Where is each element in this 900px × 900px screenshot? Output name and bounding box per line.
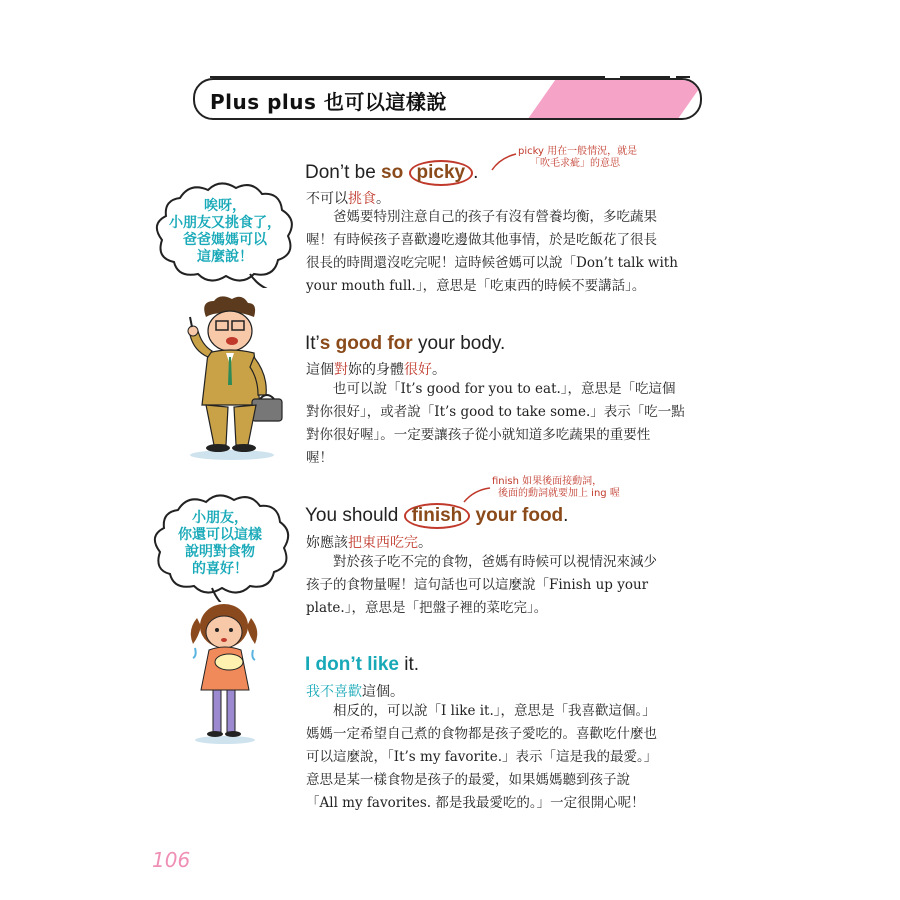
cloud-1-line: 這麼說！ xyxy=(197,249,253,265)
sentence-2-pre: It’ xyxy=(305,333,320,354)
sentence-2-bold: s good for xyxy=(319,333,413,354)
translation-4-post: 這個。 xyxy=(362,684,404,700)
paragraph-1-line: your mouth full.」，意思是「吃東西的時候不要講話」。 xyxy=(306,278,646,294)
translation-2-highlight: 很好 xyxy=(404,362,432,378)
sentence-1-circled-word: picky xyxy=(409,160,474,186)
note-3 xyxy=(492,476,620,500)
translation-3-pre: 妳應該 xyxy=(306,535,348,551)
paragraph-1 xyxy=(306,206,706,298)
sentence-3-pre: You should xyxy=(305,505,404,526)
father-illustration xyxy=(180,295,290,460)
sentence-1-post: . xyxy=(473,162,479,183)
cloud-2-line: 小朋友， xyxy=(192,510,248,526)
note-3-line-2: 後面的動詞就要加上 ing 喔 xyxy=(498,488,620,499)
note-3-line-1: finish 如果後面接動詞， xyxy=(492,476,603,487)
sentence-1-bold: so xyxy=(381,162,404,183)
paragraph-1-line: 喔！有時候孩子喜歡邊吃邊做其他事情，於是吃飯花了很長 xyxy=(306,232,657,248)
paragraph-3-line: 孩子的食物量喔！這句話也可以這麼說「Finish up your xyxy=(306,577,649,593)
paragraph-1-line: 爸媽要特別注意自己的孩子有沒有營養均衡，多吃蔬果 xyxy=(306,209,657,225)
paragraph-2-line: 對你很好」，或者說「It’s good to take some.」表示「吃一點 xyxy=(306,404,685,420)
translation-2-part: 這個 xyxy=(306,362,334,378)
sentence-3-circled-word: finish xyxy=(404,503,471,529)
paragraph-3-line: plate.」，意思是「把盤子裡的菜吃完」。 xyxy=(306,600,548,616)
cloud-2-line: 說明對食物 xyxy=(185,544,255,560)
translation-1-highlight: 挑食 xyxy=(348,191,376,207)
translation-2 xyxy=(306,359,446,379)
note-3-pointer xyxy=(462,482,492,504)
note-1-line-1: picky 用在一般情況，就是 xyxy=(518,146,638,157)
note-1-line-2: 「吹毛求疵」的意思 xyxy=(530,158,620,169)
translation-2-highlight: 對 xyxy=(334,362,348,378)
paragraph-2-line: 對你很好喔」。一定要讓孩子從小就知道多吃蔬果的重要性 xyxy=(306,427,651,443)
translation-2-part: 。 xyxy=(432,362,446,378)
translation-4-highlight: 我不喜歡 xyxy=(306,684,362,700)
sentence-1 xyxy=(305,160,478,186)
paragraph-2 xyxy=(306,378,706,470)
sentence-4-bold: I don’t like xyxy=(305,654,399,675)
cloud-bubble-1-text xyxy=(152,198,298,266)
cloud-1-line: 唉呀， xyxy=(204,198,246,214)
sentence-4 xyxy=(305,654,419,676)
sentence-4-post: it. xyxy=(398,654,420,675)
paragraph-3-line: 對於孩子吃不完的食物，爸媽有時候可以視情況來減少 xyxy=(306,554,657,570)
paragraph-4-line: 媽媽一定希望自己煮的食物都是孩子愛吃的。喜歡吃什麼也 xyxy=(306,726,657,742)
cloud-bubble-2-text xyxy=(152,510,288,578)
sentence-3 xyxy=(305,503,568,529)
sentence-3-bold: your food xyxy=(470,505,564,526)
paragraph-4-line: 可以這麼說，「It’s my favorite.」表示「這是我的最愛。」 xyxy=(306,749,658,765)
translation-1-post: 。 xyxy=(376,191,390,207)
paragraph-1-line: 很長的時間還沒吃完呢！這時候爸媽可以說「Don’t talk with xyxy=(306,255,678,271)
sentence-3-post: . xyxy=(563,505,569,526)
cloud-1-line: 爸爸媽媽可以 xyxy=(183,232,267,248)
page-number: 106 xyxy=(152,848,191,872)
sentence-2 xyxy=(305,333,505,355)
paragraph-3 xyxy=(306,551,706,620)
translation-3-highlight: 把東西吃完 xyxy=(348,535,418,551)
paragraph-2-line: 也可以說「It’s good for you to eat.」，意思是「吃這個 xyxy=(306,381,676,397)
translation-3-post: 。 xyxy=(418,535,432,551)
page-title: Plus plus 也可以這樣說 xyxy=(210,90,447,114)
paragraph-4-line: 「All my favorites. 都是我最愛吃的。」一定很開心呢！ xyxy=(306,795,645,811)
girl-illustration xyxy=(185,600,265,745)
cloud-1-line: 小朋友又挑食了， xyxy=(169,215,281,231)
paragraph-2-line: 喔！ xyxy=(306,450,333,466)
sentence-1-pre: Don’t be xyxy=(305,162,382,183)
cloud-2-line: 你還可以這樣 xyxy=(178,527,262,543)
translation-1 xyxy=(306,188,390,208)
translation-1-pre: 不可以 xyxy=(306,191,348,207)
paragraph-4-line: 相反的，可以說「I like it.」，意思是「我喜歡這個。」 xyxy=(306,703,656,719)
paragraph-4-line: 意思是某一樣食物是孩子的最愛，如果媽媽聽到孩子說 xyxy=(306,772,630,788)
translation-3 xyxy=(306,532,432,552)
sentence-2-post: your body. xyxy=(412,333,506,354)
translation-4 xyxy=(306,681,404,701)
header-pink-accent xyxy=(524,78,702,120)
paragraph-4 xyxy=(306,700,706,815)
note-1 xyxy=(518,146,637,170)
note-1-pointer xyxy=(490,150,520,172)
cloud-2-line: 的喜好！ xyxy=(192,561,248,577)
translation-2-part: 妳的身體 xyxy=(348,362,404,378)
